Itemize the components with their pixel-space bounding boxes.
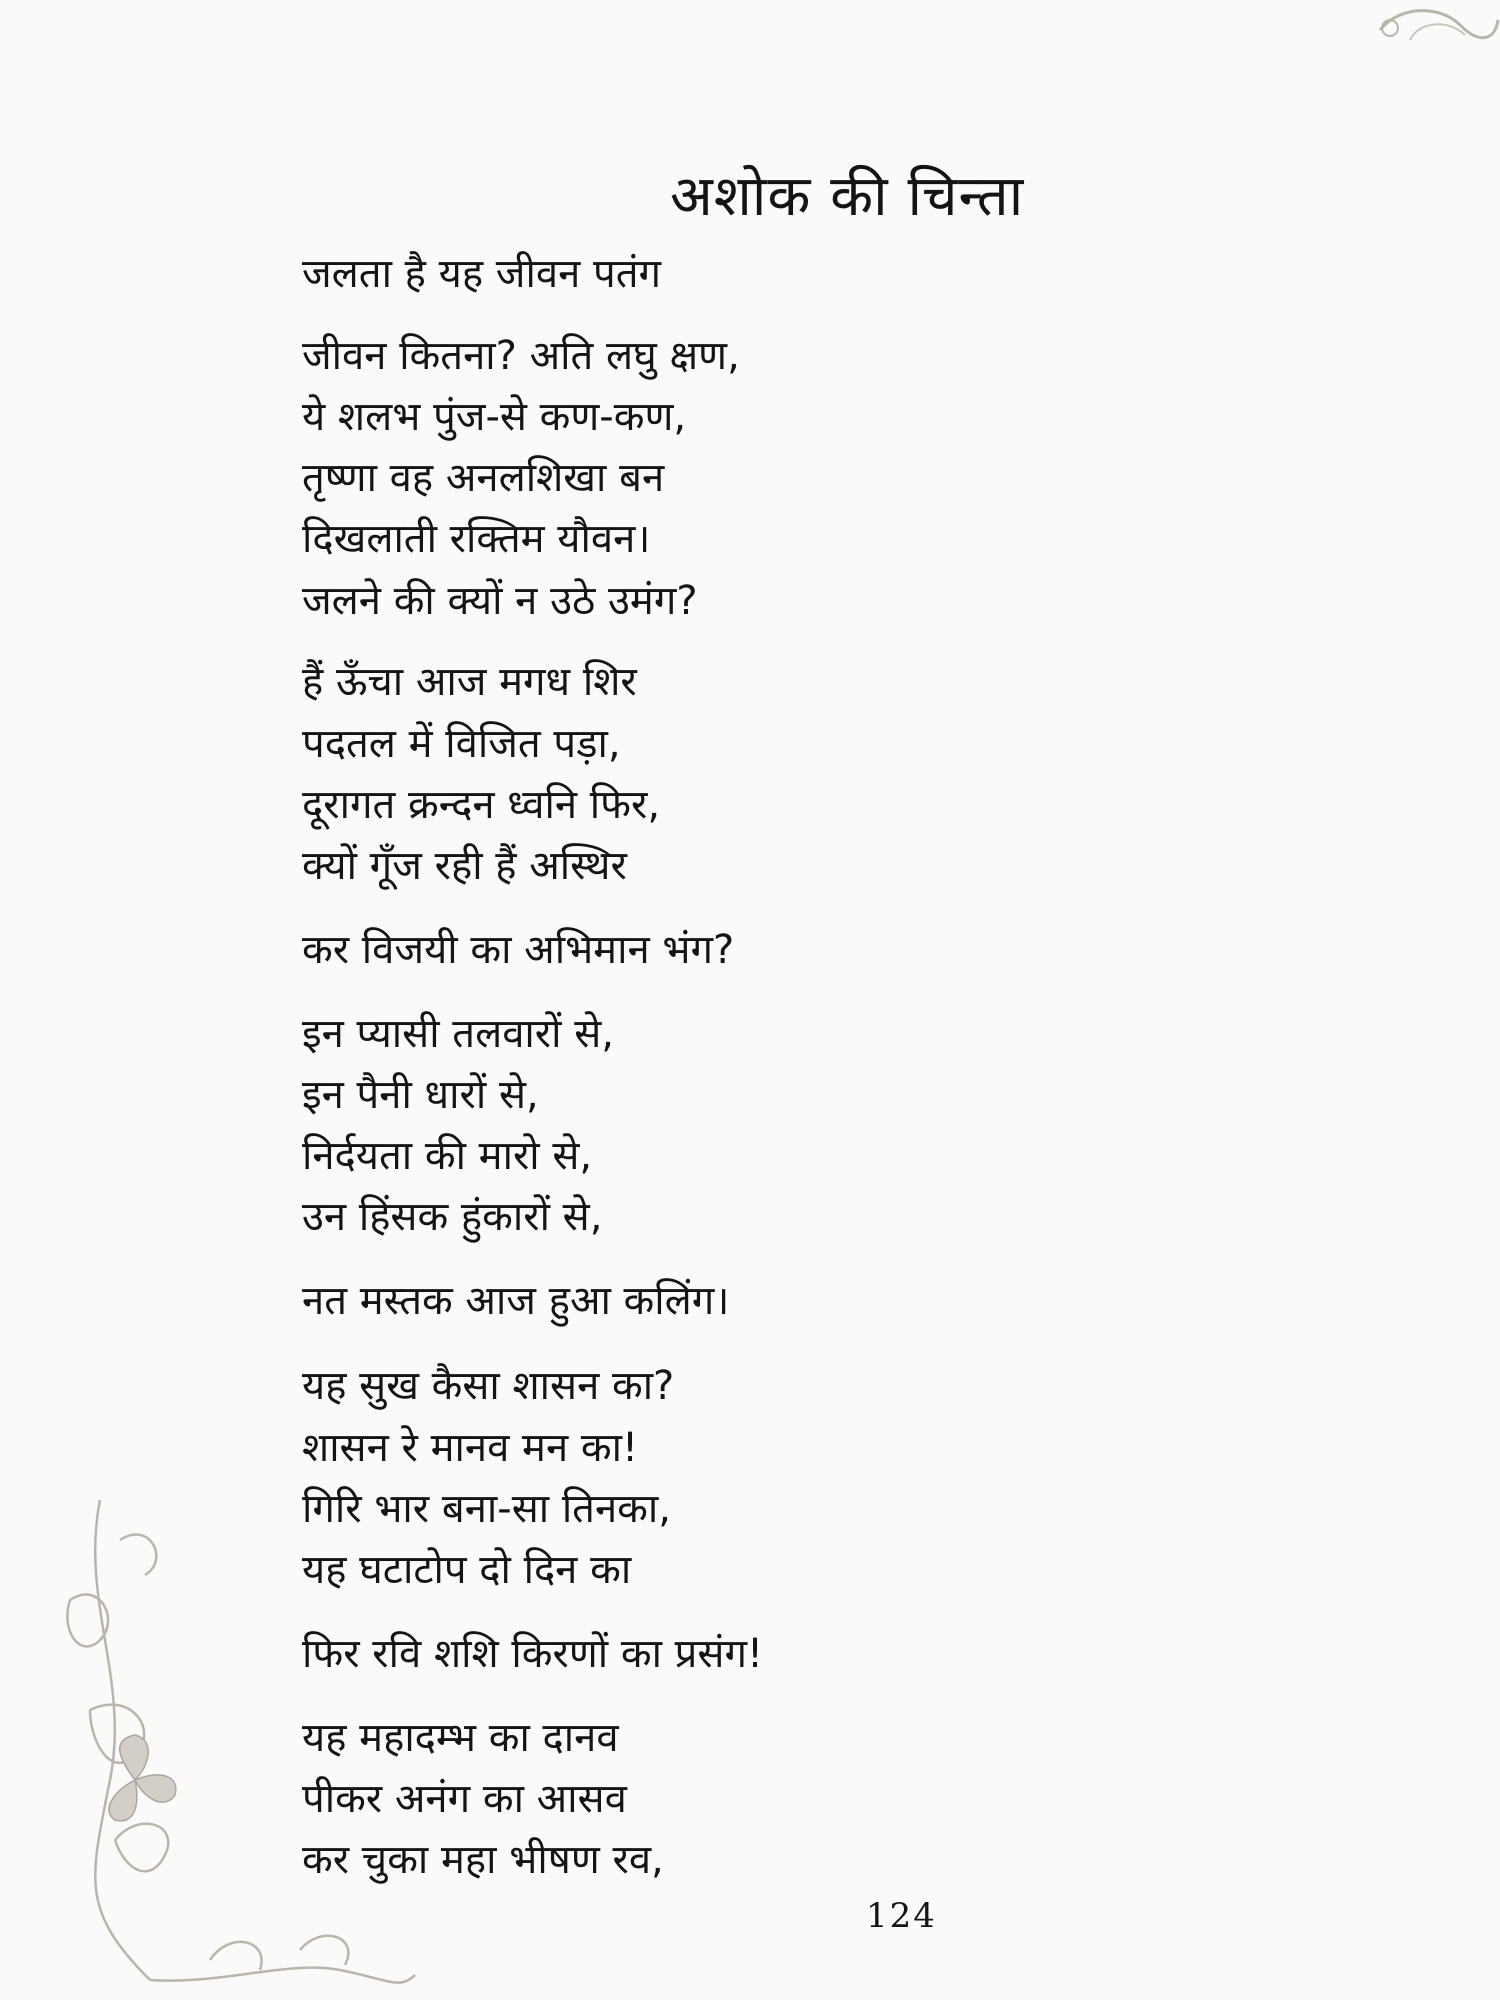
poem-line: यह महादम्भ का दानव xyxy=(302,1715,619,1761)
poem-title: अशोक की चिन्ता xyxy=(670,163,1025,229)
poem-line: हैं ऊँचा आज मगध शिर xyxy=(302,659,637,705)
poem-line: जलता है यह जीवन पतंग xyxy=(302,251,662,297)
poem-line: जीवन कितना? अति लघु क्षण, xyxy=(302,333,740,379)
poem-line: शासन रे मानव मन का! xyxy=(302,1425,638,1471)
poem-line: यह घटाटोप दो दिन का xyxy=(302,1547,632,1593)
poem-line: तृष्णा वह अनलशिखा बन xyxy=(302,455,665,501)
scroll-ornament-icon xyxy=(1370,0,1500,60)
poem-line: गिरि भार बना-सा तिनका, xyxy=(302,1486,671,1532)
page-number: 124 xyxy=(866,1896,937,1936)
floral-ornament-icon xyxy=(40,1480,420,2000)
poem-line: ये शलभ पुंज-से कण-कण, xyxy=(302,394,687,440)
poem-line: कर चुका महा भीषण रव, xyxy=(302,1837,664,1883)
poem-line: जलने की क्यों न उठे उमंग? xyxy=(302,578,698,624)
poem-line: पीकर अनंग का आसव xyxy=(302,1776,627,1822)
poem-line: उन हिंसक हुंकारों से, xyxy=(302,1194,603,1240)
poem-line: इन पैनी धारों से, xyxy=(302,1072,539,1118)
poem-line: दूरागत क्रन्दन ध्वनि फिर, xyxy=(302,782,661,828)
poem-line: यह सुख कैसा शासन का? xyxy=(302,1363,675,1409)
poem-line: पदतल में विजित पड़ा, xyxy=(302,721,621,767)
poem-line: नत मस्तक आज हुआ कलिंग। xyxy=(302,1278,730,1324)
poem-line: दिखलाती रक्तिम यौवन। xyxy=(302,516,651,562)
poem-line: निर्दयता की मारो से, xyxy=(302,1133,593,1179)
poem-line: कर विजयी का अभिमान भंग? xyxy=(302,927,735,973)
poem-line: फिर रवि शशि किरणों का प्रसंग! xyxy=(302,1631,764,1677)
poem-line: इन प्यासी तलवारों से, xyxy=(302,1011,614,1057)
poem-line: क्यों गूँज रही हैं अस्थिर xyxy=(302,843,627,889)
